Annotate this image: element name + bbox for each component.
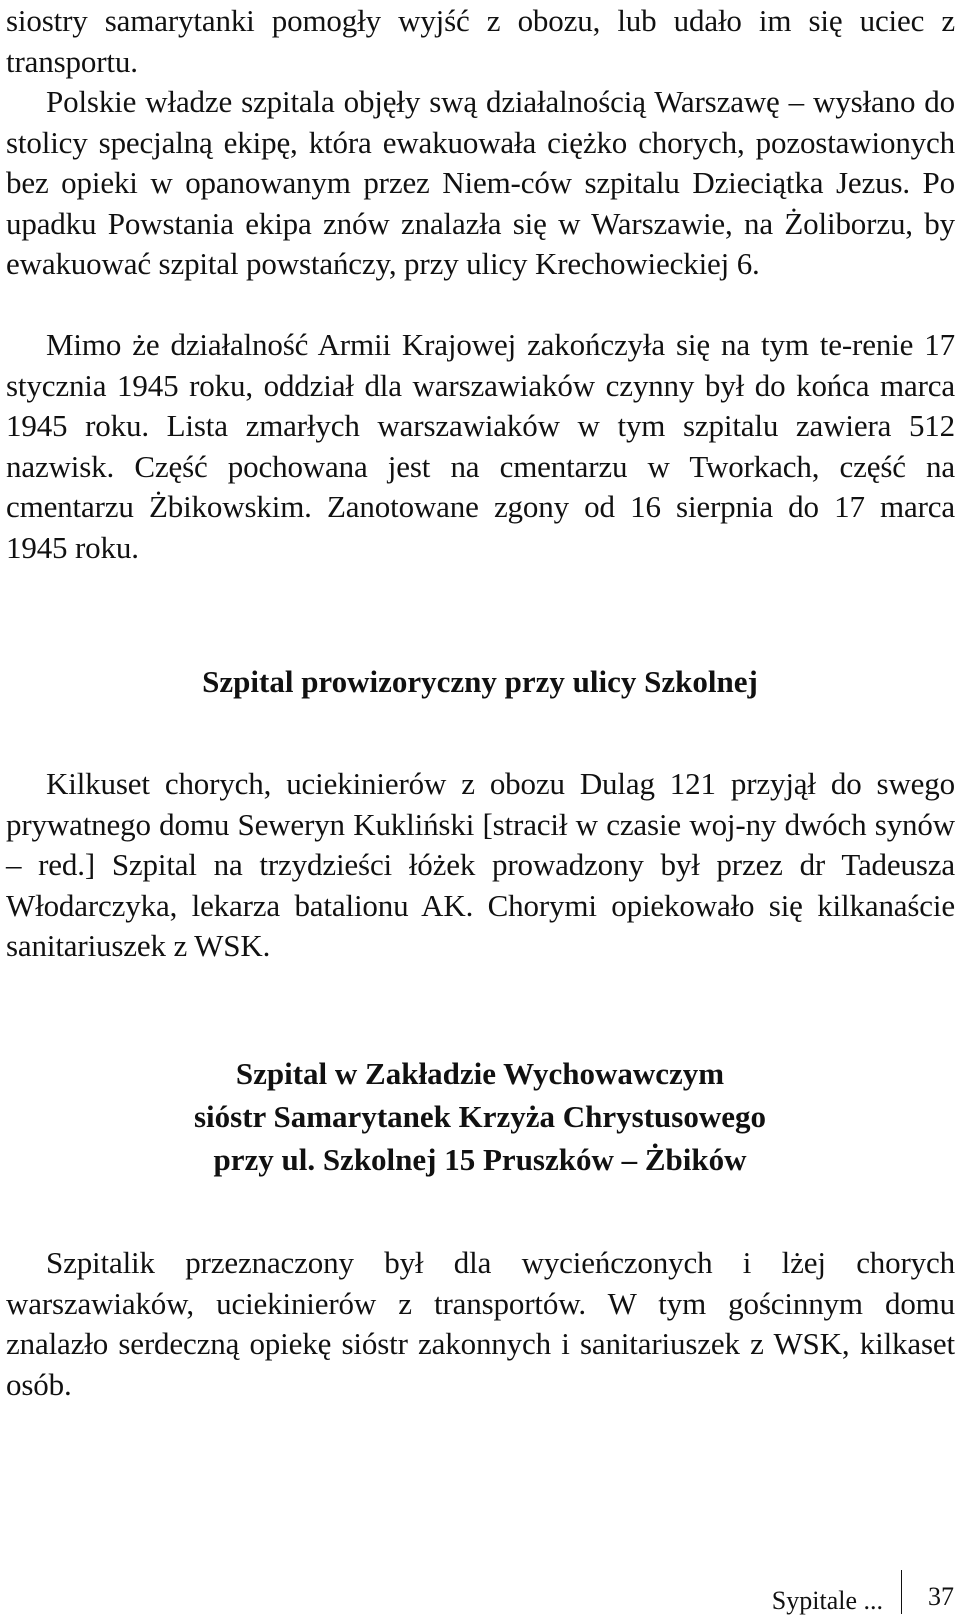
paragraph-home-army: Mimo że działalność Armii Krajowej zakończyła się na tym te-renie 17 stycznia 1945 roku, oddział dla warszawiaków czynny był do końca marca 1945 roku. Lista zmarłych warszawiaków w tym szpitalu zawiera 512 nazwisk. Część pochowana jest na cmentarzu w Tworkach, część na cmentarzu Żbikowskim. Zanotowane zgony od 16 sierpnia do 17 marca 1945 roku. [6, 327, 955, 565]
page-footer [772, 1570, 954, 1620]
paragraph-continuation: siostry samarytanki pomogły wyjść z obozu, lub udało im się uciec z transportu. [6, 3, 955, 79]
running-title: Sypitale ... [771, 1586, 883, 1615]
section-heading-szkolna: Szpital prowizoryczny przy ulicy Szkolnej [202, 664, 758, 699]
section-heading-zbikow [0, 1052, 960, 1181]
heading-line: Szpital w Zakładzie Wychowawczym [235, 1056, 725, 1091]
paragraph-zbikow: Szpitalik przeznaczony był dla wycieńczonych i lżej chorych warszawiaków, uciekinierów z transportów. W tym gościnnym domu znalazło serdeczną opiekę sióstr zakonnych i sanitariuszek z WSK, kilkaset osób. [6, 1245, 955, 1402]
heading-line: sióstr Samarytanek Krzyża Chrystusowego [193, 1099, 767, 1134]
paragraph-szkolna: Kilkuset chorych, uciekinierów z obozu Dulag 121 przyjął do swego prywatnego domu Seweryn Kukliński [stracił w czasie woj-ny dwóch synów – red.] Szpital na trzydzieści łóżek prowadzony był przez dr Tadeusza Włodarczyka, lekarza batalionu AK. Chorymi opiekowało się kilkanaście sanitariuszek z WSK. [6, 766, 955, 963]
paragraph-polish-authorities: Polskie władze szpitala objęły swą działalnością Warszawę – wysłano do stolicy specjalną ekipę, która ewakuowała ciężko chorych, pozostawionych bez opieki w opanowanym przez Niem-ców szpitalu Dzieciątka Jezus. Po upadku Powstania ekipa znów znalazła się w Warszawie, na Żoliborzu, by ewakuować szpital powstańczy, przy ulicy Krechowieckiej 6. [6, 84, 955, 281]
page-number: 37 [928, 1582, 954, 1611]
heading-line: przy ul. Szkolnej 15 Pruszków – Żbików [213, 1142, 747, 1177]
